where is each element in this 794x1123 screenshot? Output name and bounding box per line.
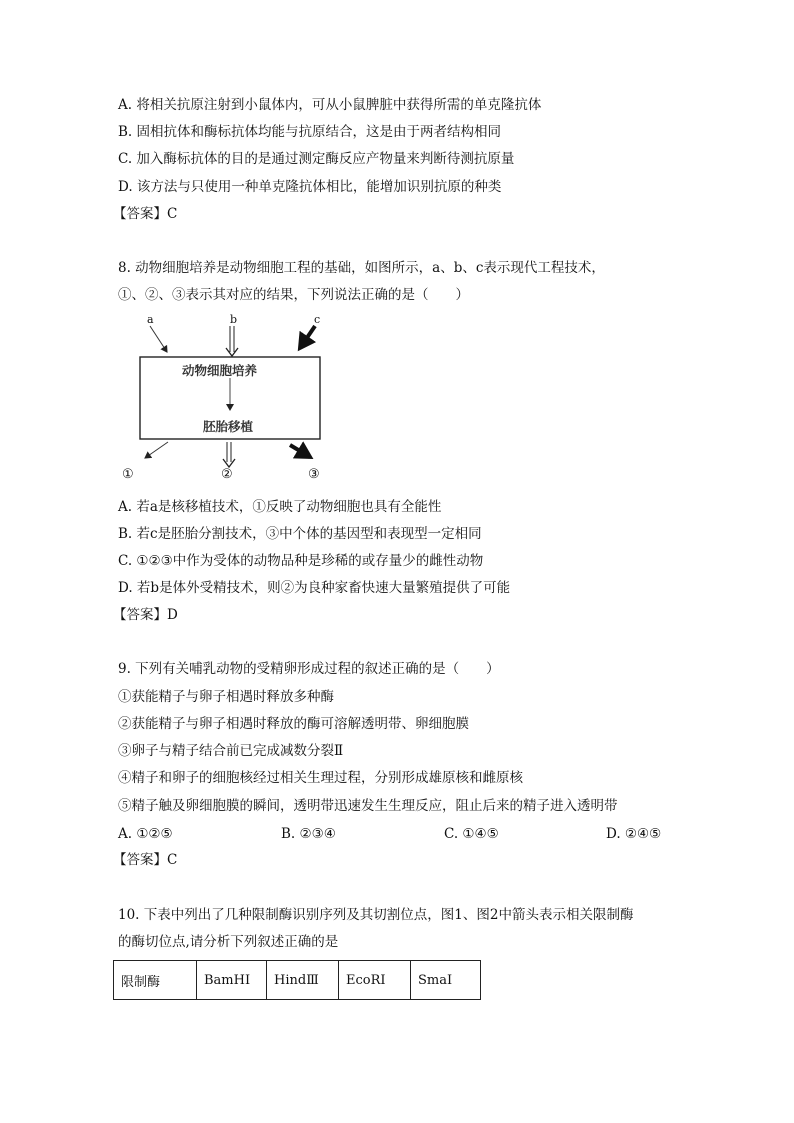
q8-answer: 【答案】D (113, 607, 178, 623)
diagram-label-a: a (147, 313, 154, 326)
diagram-box-top: 动物细胞培养 (182, 363, 258, 378)
q8-diagram (110, 312, 330, 488)
q8-option-b: B. 若c是胚胎分割技术，③中个体的基因型和表现型一定相同 (118, 526, 482, 542)
arrow-a (150, 326, 167, 352)
table-cell-smai: SmaⅠ (411, 961, 481, 1000)
q8-option-c: C. ①②③中作为受体的动物品种是珍稀的或存量少的雌性动物 (118, 553, 484, 569)
q9-option-b: B. ②③④ (281, 826, 336, 842)
arrow-b-head (226, 348, 238, 356)
q9-statement-3: ③卵子与精子结合前已完成减数分裂Ⅱ (118, 743, 344, 759)
table-cell-ecori: EcoRⅠ (339, 961, 411, 1000)
diagram-box-bottom: 胚胎移植 (203, 419, 254, 434)
q8-option-d: D. 若b是体外受精技术，则②为良种家畜快速大量繁殖提供了可能 (118, 580, 511, 596)
q9-option-a: A. ①②⑤ (118, 826, 173, 842)
diagram-output-3: ③ (308, 467, 320, 482)
q9-statement-5: ⑤精子触及卵细胞膜的瞬间，透明带迅速发生生理反应，阻止后来的精子进入透明带 (118, 798, 618, 814)
q8-option-a: A. 若a是核移植技术，①反映了动物细胞也具有全能性 (118, 499, 442, 515)
q10-stem-line2: 的酶切位点,请分析下列叙述正确的是 (118, 934, 339, 950)
diagram-output-2: ② (221, 467, 233, 482)
q8-diagram-arrows (110, 312, 330, 488)
arrow-out-3 (290, 445, 310, 457)
arrow-c (300, 326, 315, 348)
q9-option-d: D. ②④⑤ (606, 826, 662, 842)
q9-answer: 【答案】C (113, 852, 178, 868)
q7-answer: 【答案】C (113, 206, 178, 222)
arrow-out-1 (145, 442, 168, 458)
q7-option-a: A. 将相关抗原注射到小鼠体内，可从小鼠脾脏中获得所需的单克隆抗体 (118, 97, 542, 113)
q8-stem-line1: 8. 动物细胞培养是动物细胞工程的基础，如图所示，a、b、c表示现代工程技术， (118, 260, 605, 276)
q7-option-d: D. 该方法与只使用一种单克隆抗体相比，能增加识别抗原的种类 (118, 179, 502, 195)
q7-option-c: C. 加入酶标抗体的目的是通过测定酶反应产物量来判断待测抗原量 (118, 151, 515, 167)
q9-option-c: C. ①④⑤ (444, 826, 499, 842)
diagram-label-b: b (230, 313, 238, 326)
q9-statement-2: ②获能精子与卵子相遇时释放的酶可溶解透明带、卵细胞膜 (118, 716, 469, 732)
table-row (114, 961, 481, 1000)
diagram-output-1: ① (122, 467, 134, 482)
q9-stem: 9. 下列有关哺乳动物的受精卵形成过程的叙述正确的是（ ） (118, 661, 500, 677)
diagram-label-c: c (314, 313, 321, 326)
table-cell-header: 限制酶 (114, 961, 197, 1000)
arrow-out-2-head (223, 459, 235, 467)
q9-statement-1: ①获能精子与卵子相遇时释放多种酶 (118, 689, 334, 705)
q8-stem-line2: ①、②、③表示其对应的结果，下列说法正确的是（ ） (118, 287, 469, 303)
restriction-enzyme-table (113, 960, 481, 1000)
q9-statement-4: ④精子和卵子的细胞核经过相关生理过程，分别形成雄原核和雌原核 (118, 770, 523, 786)
table-cell-hindiii: HindⅢ (267, 961, 339, 1000)
table-cell-bamhi: BamHⅠ (197, 961, 267, 1000)
q7-option-b: B. 固相抗体和酶标抗体均能与抗原结合，这是由于两者结构相同 (118, 124, 502, 140)
q10-stem-line1: 10. 下表中列出了几种限制酶识别序列及其切割位点，图1、图2中箭头表示相关限制酶 (118, 907, 634, 923)
